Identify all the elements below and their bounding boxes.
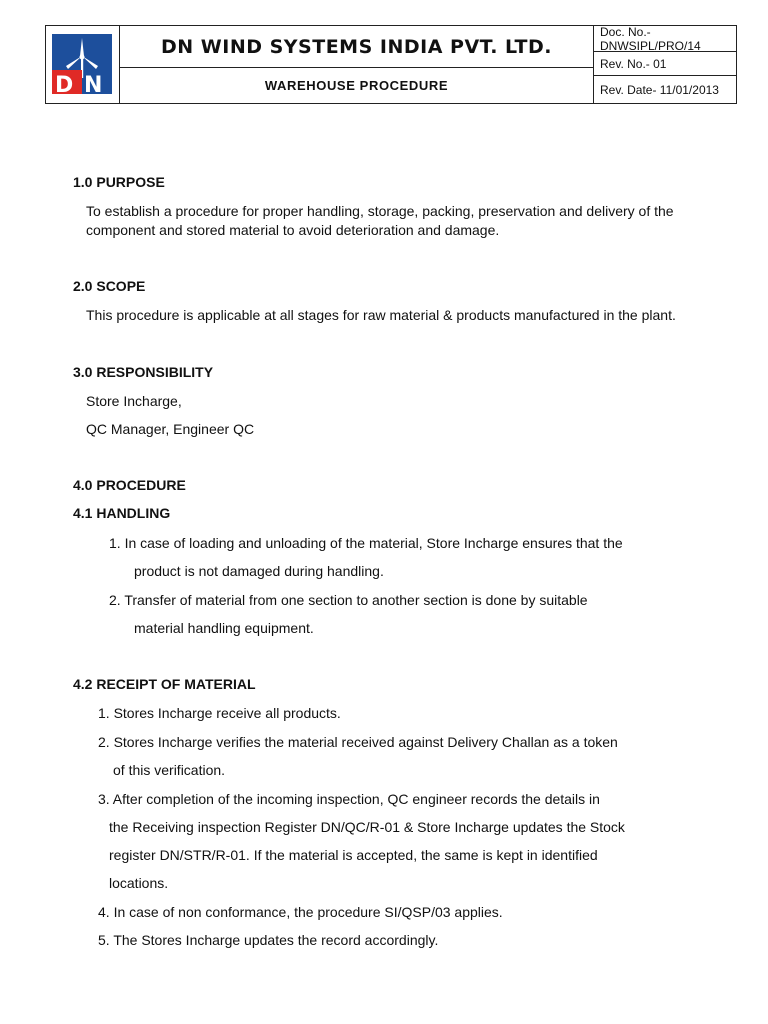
receipt-line-6: register DN/STR/R-01. If the material is accepted, the same is kept in identified	[109, 847, 598, 863]
logo-letter-d: D	[55, 73, 74, 98]
logo-letter-n: N	[84, 73, 103, 98]
procedure-heading: 4.0 PROCEDURE	[73, 477, 186, 493]
company-logo	[46, 26, 120, 103]
revision-number: Rev. No.- 01	[594, 52, 736, 76]
handling-heading: 4.1 HANDLING	[73, 505, 171, 521]
handling-line-3: 2. Transfer of material from one section to another section is done by suitable	[109, 592, 588, 608]
receipt-line-5: the Receiving inspection Register DN/QC/R-01 & Store Incharge updates the Stock	[109, 819, 625, 835]
purpose-line-1: To establish a procedure for proper handling, storage, packing, preservation and delivery of the	[86, 203, 674, 219]
receipt-line-2: 2. Stores Incharge verifies the material received against Delivery Challan as a token	[98, 734, 618, 750]
receipt-line-7: locations.	[109, 875, 169, 891]
receipt-line-4: 3. After completion of the incoming inspection, QC engineer records the details in	[98, 791, 600, 807]
scope-heading: 2.0 SCOPE	[73, 278, 146, 294]
receipt-line-3: of this verification.	[113, 762, 226, 778]
scope-line-1: This procedure is applicable at all stages for raw material & products manufactured in the plant.	[86, 307, 676, 323]
handling-line-1: 1. In case of loading and unloading of the material, Store Incharge ensures that the	[109, 535, 623, 551]
purpose-line-2: component and stored material to avoid deterioration and damage.	[86, 222, 500, 238]
receipt-line-9: 5. The Stores Incharge updates the record accordingly.	[98, 932, 439, 948]
receipt-line-1: 1. Stores Incharge receive all products.	[98, 705, 341, 721]
wind-turbine-logo-icon	[46, 26, 118, 102]
handling-line-2: product is not damaged during handling.	[134, 563, 384, 579]
document-header	[45, 25, 737, 104]
company-name: DN WIND SYSTEMS INDIA PVT. LTD.	[120, 26, 594, 68]
responsibility-line-1: Store Incharge,	[86, 393, 182, 409]
doc-number: Doc. No.- DNWSIPL/PRO/14	[594, 26, 736, 52]
purpose-heading: 1.0 PURPOSE	[73, 174, 165, 190]
handling-line-4: material handling equipment.	[134, 620, 314, 636]
receipt-line-8: 4. In case of non conformance, the procedure SI/QSP/03 applies.	[98, 904, 503, 920]
procedure-title: WAREHOUSE PROCEDURE	[120, 68, 594, 103]
responsibility-line-2: QC Manager, Engineer QC	[86, 421, 255, 437]
responsibility-heading: 3.0 RESPONSIBILITY	[73, 364, 214, 380]
receipt-heading: 4.2 RECEIPT OF MATERIAL	[73, 676, 256, 692]
revision-date: Rev. Date- 11/01/2013	[600, 82, 719, 97]
